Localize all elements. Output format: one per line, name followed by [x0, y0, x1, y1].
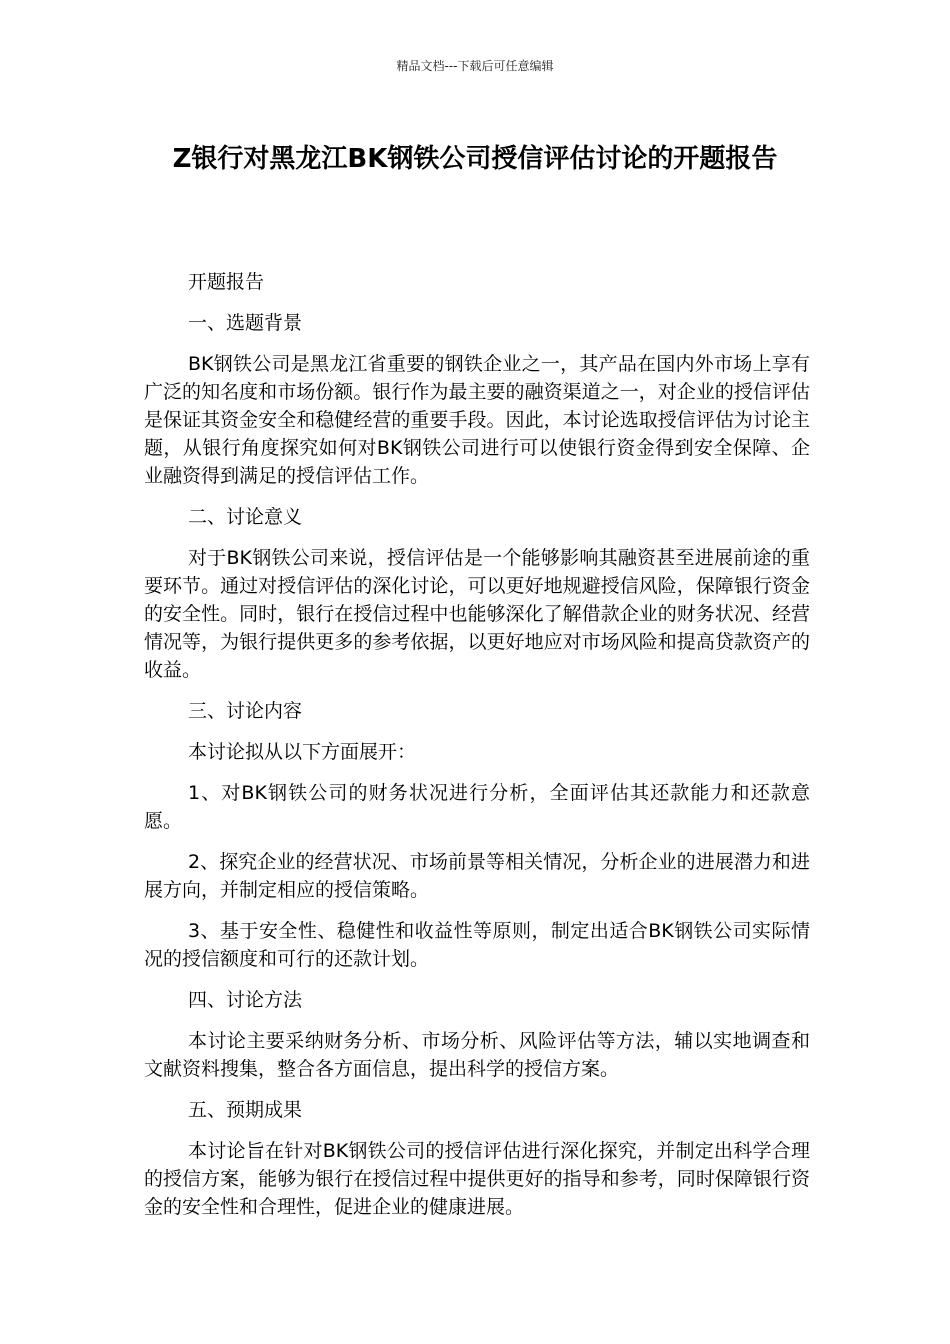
- document-body: [144, 268, 810, 1234]
- paragraph-method: 本讨论主要采纳财务分析、市场分析、风险评估等方法，辅以实地调查和文献资料搜集，整合各方面信息，提出科学的授信方案。: [144, 1030, 810, 1080]
- section-heading-significance: 二、讨论意义: [188, 506, 303, 528]
- list-item-3: 3、基于安全性、稳健性和收益性等原则，制定出适合BK钢铁公司实际情况的授信额度和可行的还款计划。: [144, 920, 810, 970]
- paragraph-background: BK钢铁公司是黑龙江省重要的钢铁企业之一，其产品在国内外市场上享有广泛的知名度和市场份额。银行作为最主要的融资渠道之一，对企业的授信评估是保证其资金安全和稳健经营的重要手段。因此，本讨论选取授信评估为讨论主题，从银行角度探究如何对BK钢铁公司进行可以使银行资金得到安全保障、企业融资得到满足的授信评估工作。: [144, 353, 810, 487]
- paragraph-significance: 对于BK钢铁公司来说，授信评估是一个能够影响其融资甚至进展前途的重要环节。通过对授信评估的深化讨论，可以更好地规避授信风险，保障银行资金的安全性。同时，银行在授信过程中也能够深化了解借款企业的财务状况、经营情况等，为银行提供更多的参考依据，以更好地应对市场风险和提高贷款资产的收益。: [144, 547, 810, 681]
- section-heading-method: 四、讨论方法: [188, 989, 303, 1011]
- paragraph-content-intro: 本讨论拟从以下方面展开：: [188, 741, 417, 763]
- section-heading-outcome: 五、预期成果: [188, 1099, 303, 1121]
- document-title: Z银行对黑龙江BK钢铁公司授信评估讨论的开题报告: [172, 144, 778, 174]
- paragraph-outcome: 本讨论旨在针对BK钢铁公司的授信评估进行深化探究，并制定出科学合理的授信方案，能够为银行在授信过程中提供更好的指导和参考，同时保障银行资金的安全性和合理性，促进企业的健康进展。: [144, 1140, 810, 1218]
- list-item-2: 2、探究企业的经营状况、市场前景等相关情况，分析企业的进展潜力和进展方向，并制定相应的授信策略。: [144, 851, 810, 901]
- section-heading-background: 一、选题背景: [188, 312, 303, 334]
- page-header-note: 精品文档---下载后可任意编辑: [396, 59, 554, 73]
- section-heading-content: 三、讨论内容: [188, 700, 303, 722]
- report-label: 开题报告: [188, 271, 265, 293]
- list-item-1: 1、对BK钢铁公司的财务状况进行分析，全面评估其还款能力和还款意愿。: [144, 782, 810, 832]
